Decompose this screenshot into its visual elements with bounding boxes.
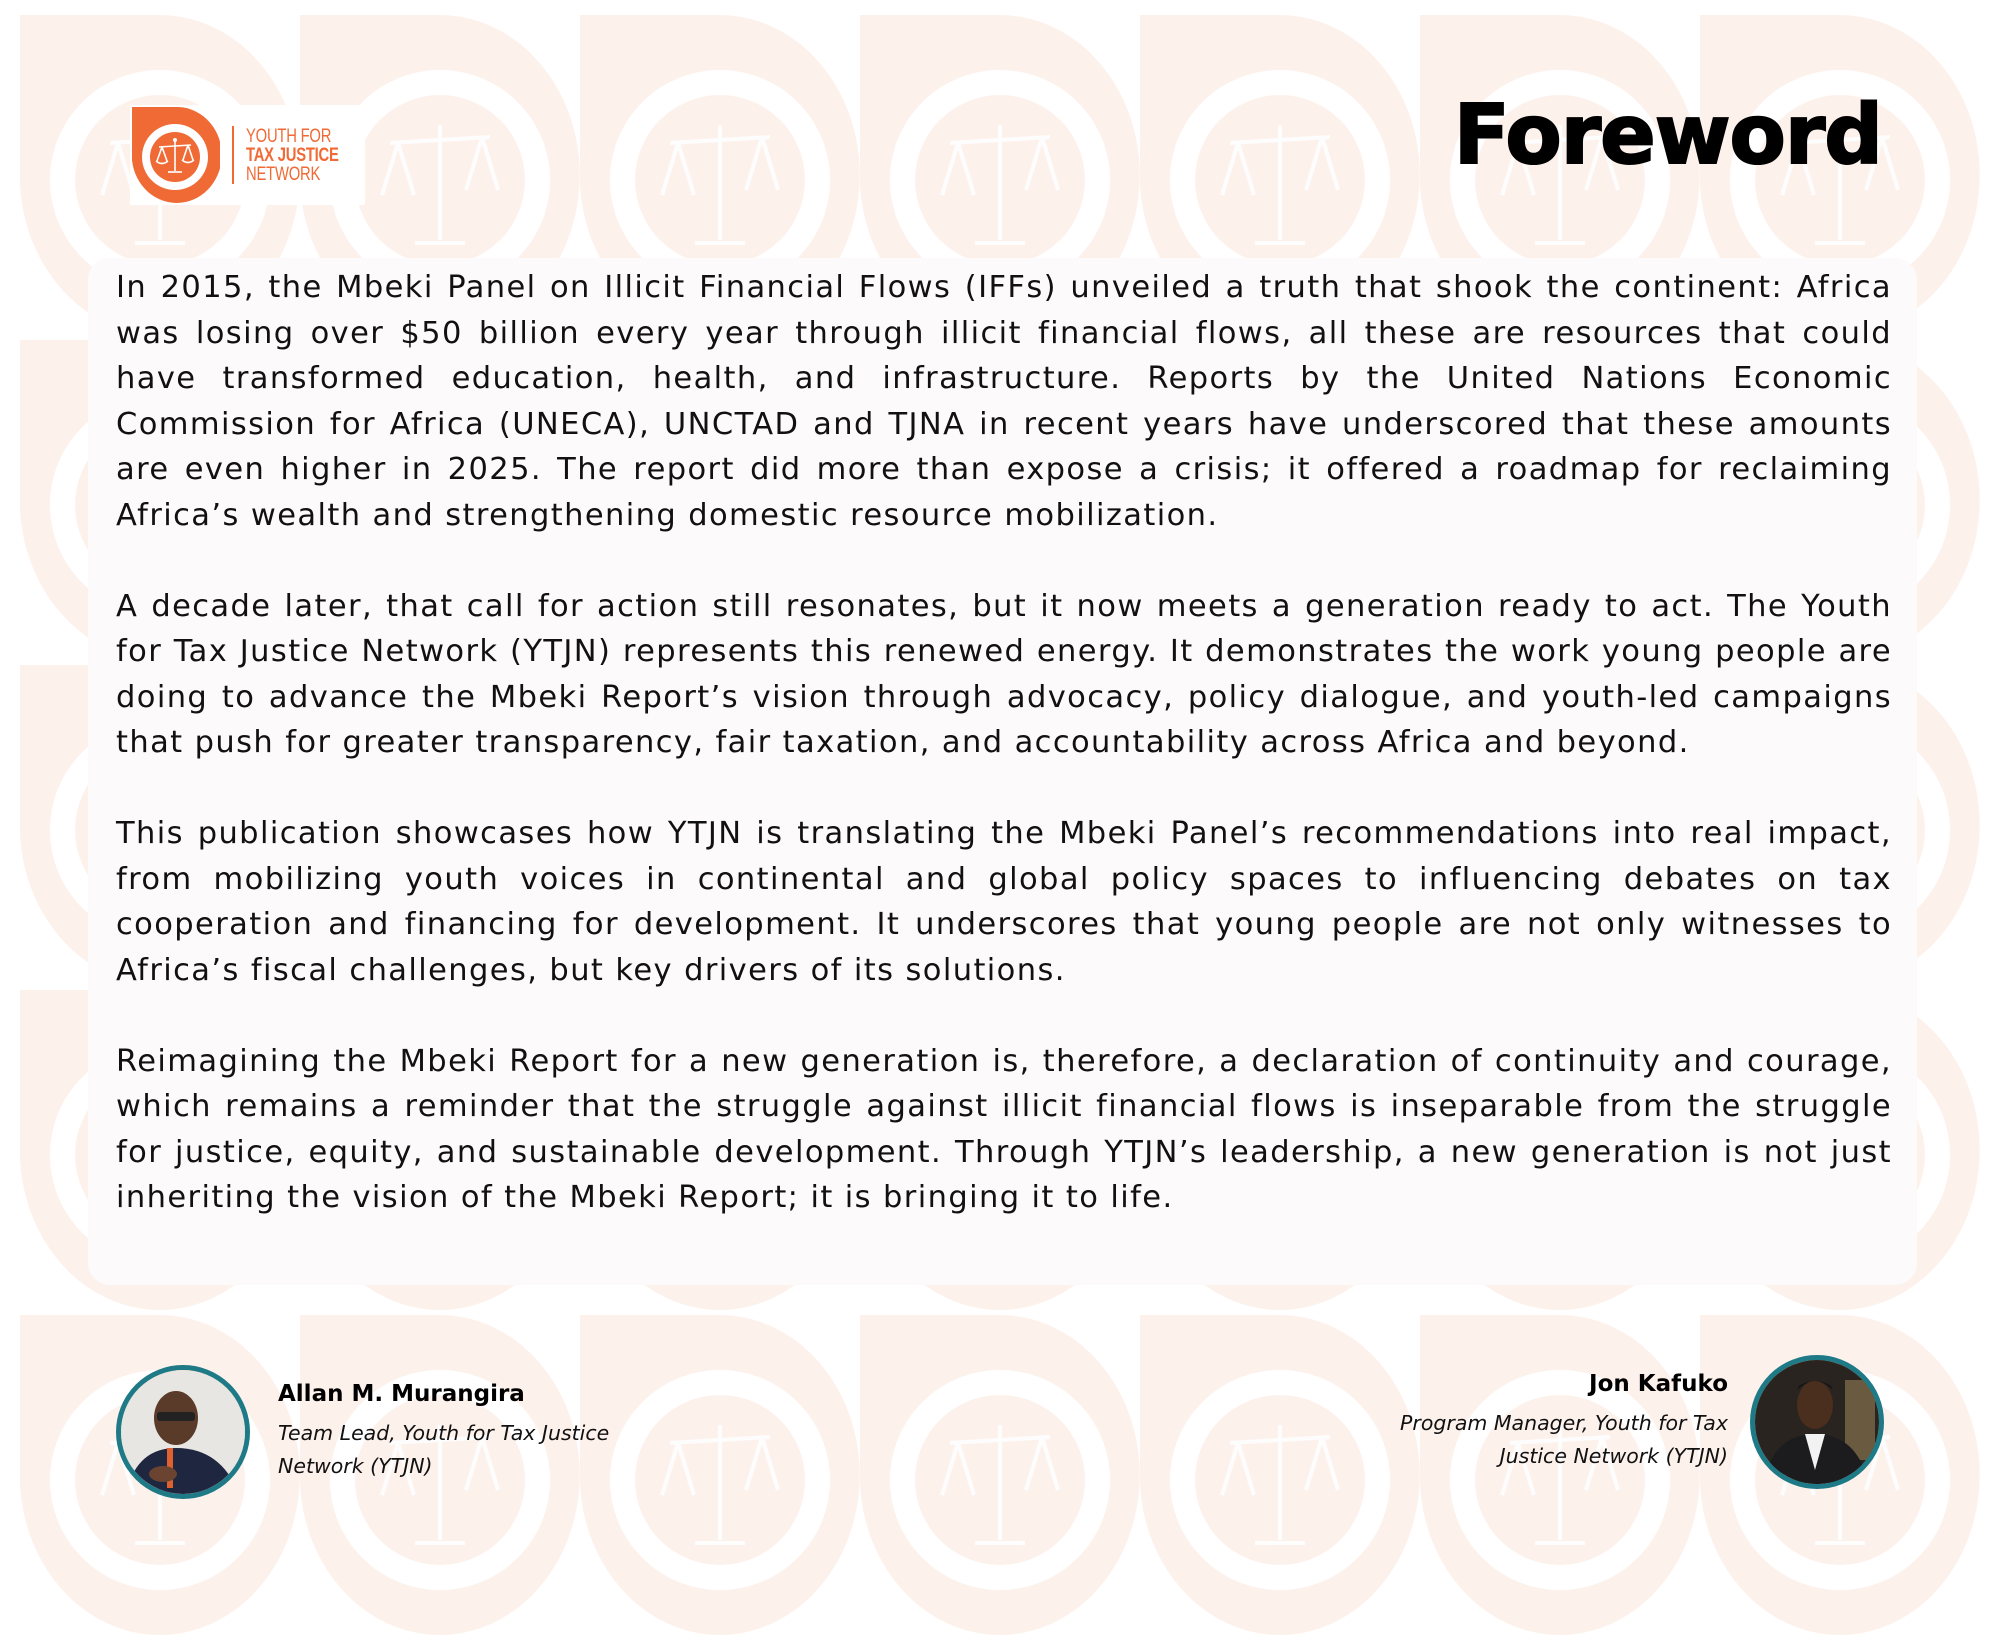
scales-of-justice-icon (130, 105, 220, 205)
signatory-jon (1358, 1355, 1884, 1489)
signatory-name: Jon Kafuko (1589, 1371, 1728, 1397)
paragraph-3: This publication showcases how YTJN is translating the Mbeki Panel’s recommendations into real impact, from mobilizing youth voices in continental and global policy spaces to influencing debates on tax cooperation and financing for development. It underscores that young people are not only witnesses to Africa’s fiscal challenges, but key drivers of its solutions. (116, 816, 1892, 988)
person-photo-icon (121, 1370, 245, 1494)
signatory-role: Program Manager, Youth for Tax Justice Network (YTJN) (1400, 1411, 1728, 1468)
paragraph-4: Reimagining the Mbeki Report for a new generation is, therefore, a declaration of continuity and courage, which remains a reminder that the struggle against illicit financial flows is inseparable from the struggle for justice, equity, and sustainable development. Through YTJN’s leadership, a new generation is not just inheriting the vision of the Mbeki Report; it is bringing it to life. (116, 1043, 1892, 1215)
signatory-info (278, 1381, 658, 1483)
signatory-role: Team Lead, Youth for Tax Justice Network (YTJN) (278, 1421, 610, 1478)
logo-line-3: NETWORK (246, 163, 321, 185)
ytjn-logo (130, 105, 365, 205)
paragraph-2: A decade later, that call for action still resonates, but it now meets a generation ready to act. The Youth for Tax Justice Network (YTJN) represents this renewed energy. It demonstrates the work young people are doing to advance the Mbeki Report’s vision through advocacy, policy dialogue, and youth-led campaigns that push for greater transparency, fair taxation, and accountability across Africa and beyond. (116, 588, 1892, 760)
logo-line-1: YOUTH FOR (246, 125, 332, 147)
avatar-allan (116, 1365, 250, 1499)
signatory-name: Allan M. Murangira (278, 1381, 525, 1407)
page-title: Foreword (1453, 88, 1882, 183)
person-photo-icon (1755, 1360, 1879, 1484)
paragraph-1: In 2015, the Mbeki Panel on Illicit Financial Flows (IFFs) unveiled a truth that shook the continent: Africa was losing over $50 billion every year through illicit financial flows, all these are resources that could have transformed education, health, and infrastructure. Reports by the United Nations Economic Commission for Africa (UNECA), UNCTAD and TJNA in recent years have underscored that these amounts are even higher in 2025. The report did more than expose a crisis; it offered a roadmap for reclaiming Africa’s wealth and strengthening domestic resource mobilization. (116, 270, 1892, 533)
logo-line-2: TAX JUSTICE (246, 144, 339, 166)
logo-text (246, 127, 339, 184)
watermark-logo-icon (860, 1315, 1140, 1640)
foreword-body (116, 265, 1892, 1266)
avatar-jon (1750, 1355, 1884, 1489)
signatory-info (1358, 1371, 1728, 1473)
logo-divider (232, 126, 234, 184)
signatory-allan (116, 1365, 658, 1499)
